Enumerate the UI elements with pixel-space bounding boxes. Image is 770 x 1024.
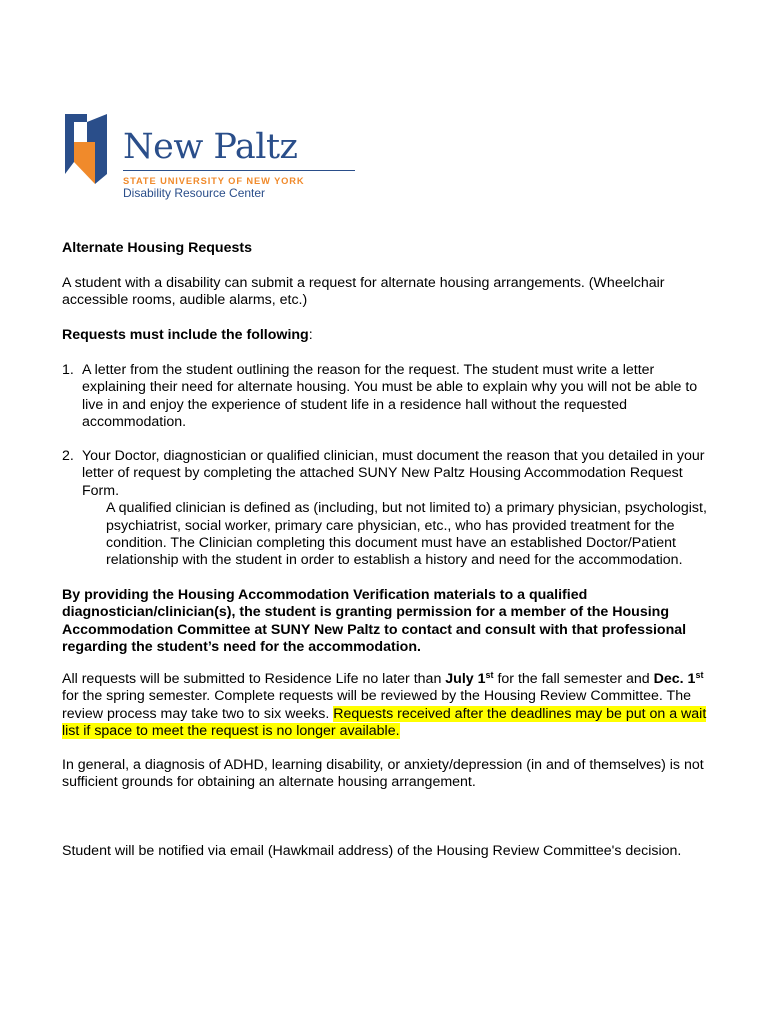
list-item-text: Your Doctor, diagnostician or qualified clinician, must document the reason that you detailed in your letter of request by completing the attached SUNY New Paltz Housing Accommodation Request Form. — [82, 448, 705, 499]
list-item — [62, 362, 722, 432]
list-item-number: 2. — [62, 448, 74, 464]
intro-paragraph: A student with a disability can submit a request for alternate housing arrangements. (Wheelchair accessible rooms, audible alarms, etc.) — [62, 275, 665, 309]
deadline-paragraph: All requests will be submitted to Residence Life no later than July 1st for the fall semester and Dec. 1st for the spring semester. Complete requests will be reviewed by the Housing Review Committee. The review process may take two to six weeks. Requests received after the deadlines may be put on a wait list if space to meet the request is no longer available. — [62, 670, 707, 740]
logo-department: Disability Resource Center — [123, 186, 266, 200]
highlighted-waitlist-notice: Requests received after the deadlines may be put on a wait list if space to meet the request is no longer available. — [62, 705, 707, 740]
page-title: Alternate Housing Requests — [62, 240, 252, 256]
fall-deadline: July 1st — [445, 670, 494, 687]
logo-wordmark: New Paltz — [123, 127, 298, 167]
clinician-definition: A qualified clinician is defined as (including, but not limited to) a primary physician, psychologist, psychiatrist, social worker, primary care physician, etc., who has provided treatment for the condition. The Clinician completing this document must have an established Doctor/Patient relationship with the student in order to establish a history and need for the accommodation. — [106, 500, 707, 569]
requirements-heading: Requests must include the following: — [62, 327, 313, 343]
requirements-list — [62, 362, 722, 432]
permission-statement: By providing the Housing Accommodation Verification materials to a qualified diagnostician/clinician(s), the student is granting permission for a member of the Housing Accommodation Committee at SUNY New Paltz to contact and consult with that professional regarding the student’s need for the accommodation. — [62, 587, 687, 656]
list-item-number: 1. — [62, 362, 74, 378]
list-item — [62, 448, 722, 570]
notification-note: Student will be notified via email (Hawkmail address) of the Housing Review Committee's decision. — [62, 843, 682, 859]
new-paltz-logo-mark-icon — [63, 112, 111, 184]
list-item-text: A letter from the student outlining the reason for the request. The student must write a letter explaining their need for alternate housing. You must be able to explain why you will not be able to live in and enjoy the experience of student life in a residence hall without the requested accommodation. — [82, 362, 698, 431]
logo-suny-tagline: STATE UNIVERSITY OF NEW YORK — [123, 176, 305, 186]
requirements-list-continued — [62, 448, 722, 570]
logo-divider — [123, 170, 355, 171]
new-paltz-logo — [63, 112, 303, 204]
diagnosis-note: In general, a diagnosis of ADHD, learning disability, or anxiety/depression (in and of themselves) is not sufficient grounds for obtaining an alternate housing arrangement. — [62, 757, 704, 791]
spring-deadline: Dec. 1st — [653, 670, 704, 687]
